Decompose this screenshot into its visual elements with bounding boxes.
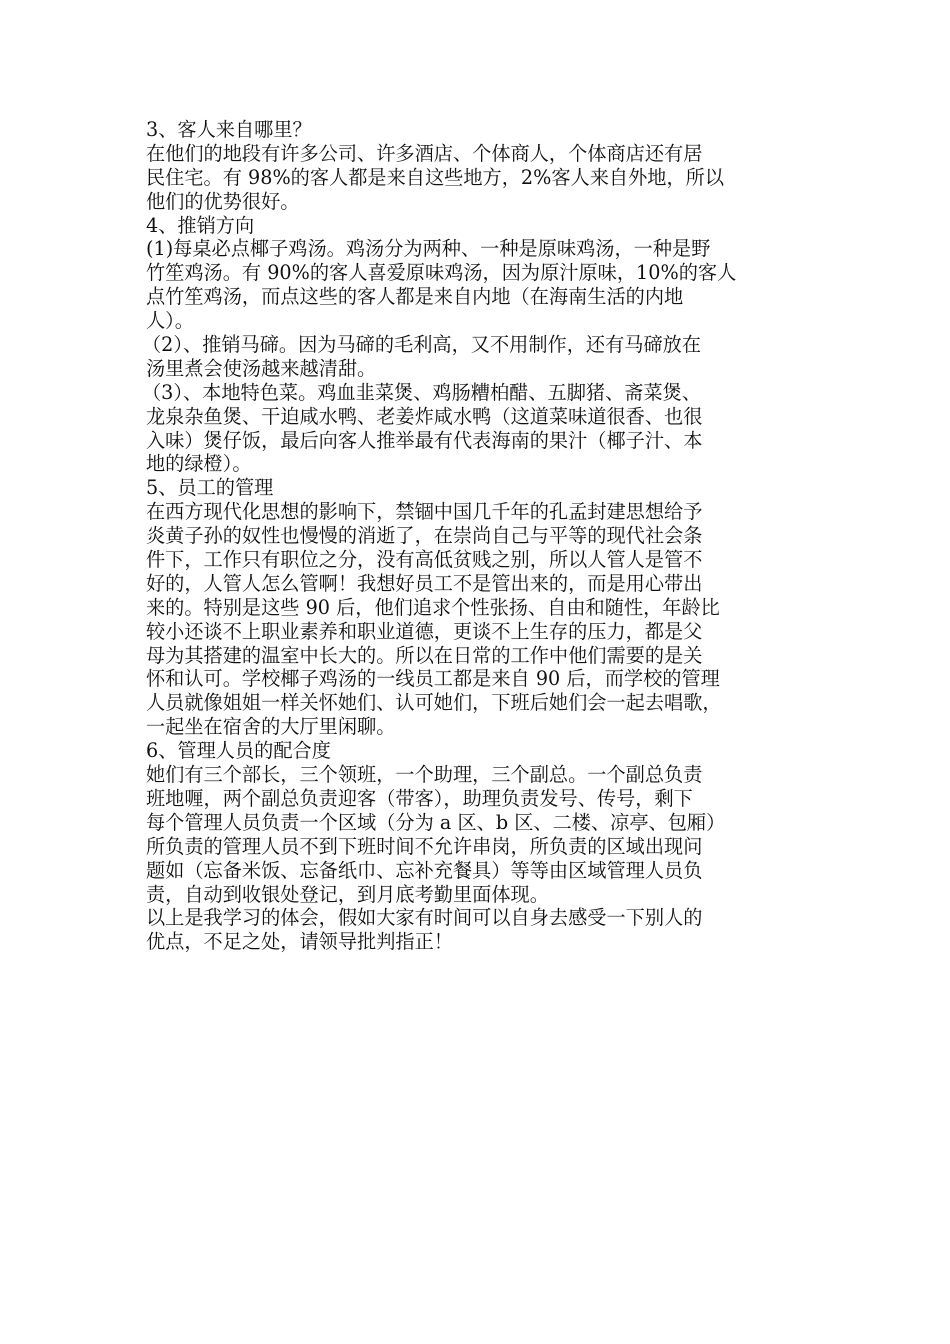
document-body	[142, 118, 808, 954]
paragraph-line: 汤里煮会使汤越来越清甜。	[146, 356, 377, 380]
heading-sales-direction: 4、推销方向	[146, 213, 255, 237]
paragraph-line: 炎黄子孙的奴性也慢慢的消逝了，在崇尚自己与平等的现代社会条	[146, 524, 703, 548]
paragraph-line: 民住宅。有 98%的客人都是来自这些地方，2%客人来自外地，所以	[146, 165, 725, 189]
paragraph-line: 入味）煲仔饭，最后向客人推举最有代表海南的果汁（椰子汁、本	[146, 428, 703, 452]
paragraph-line: 一起坐在宿舍的大厅里闲聊。	[146, 715, 396, 739]
paragraph-line: 地的绿橙）。	[146, 452, 252, 476]
paragraph-line: 题如（忘备米饭、忘备纸巾、忘补充餐具）等等由区域管理人员负	[146, 858, 703, 882]
paragraph-line: 来的。特别是这些 90 后，他们追求个性张扬、自由和随性，年龄比	[146, 595, 720, 619]
paragraph-line: 怀和认可。学校椰子鸡汤的一线员工都是来自 90 后，而学校的管理	[146, 667, 720, 691]
paragraph-line: 在西方现代化思想的影响下，禁锢中国几千年的孔孟封建思想给予	[146, 500, 703, 524]
paragraph-line: 他们的优势很好。	[146, 189, 300, 213]
paragraph-line: 点竹笙鸡汤，而点这些的客人都是来自内地（在海南生活的内地	[146, 285, 684, 309]
paragraph-line: 她们有三个部长，三个领班，一个助理，三个副总。一个副总负责	[146, 763, 703, 787]
paragraph-line: 好的，人管人怎么管啊！我想好员工不是管出来的，而是用心带出	[146, 571, 703, 595]
paragraph-line: 班地喱，两个副总负责迎客（带客），助理负责发号、传号，剩下	[146, 786, 693, 810]
paragraph-line: (1)每桌必点椰子鸡汤。鸡汤分为两种、一种是原味鸡汤，一种是野	[146, 237, 711, 261]
heading-staff-management: 5、员工的管理	[146, 476, 274, 500]
paragraph-line: 人员就像姐姐一样关怀她们、认可她们，下班后她们会一起去唱歌，	[146, 691, 722, 715]
heading-manager-coordination: 6、管理人员的配合度	[146, 739, 331, 763]
heading-customer-origin: 3、客人来自哪里？	[146, 118, 312, 141]
paragraph-line: 件下，工作只有职位之分，没有高低贫贱之别，所以人管人是管不	[146, 548, 703, 572]
paragraph-line: 竹笙鸡汤。有 90%的客人喜爱原味鸡汤，因为原汁原味，10%的客人	[146, 261, 737, 285]
paragraph-line: 每个管理人员负责一个区域（分为 a 区、b 区、二楼、凉亭、包厢）	[146, 810, 726, 834]
paragraph-line: （2）、推销马碲。因为马碲的毛利高，又不用制作，还有马碲放在	[142, 333, 702, 357]
paragraph-line: 母为其搭建的温室中长大的。所以在日常的工作中他们需要的是关	[146, 643, 703, 667]
paragraph-line: （3）、本地特色菜。鸡血韭菜煲、鸡肠糟柏醋、五脚猪、斋菜煲、	[142, 380, 702, 404]
paragraph-line: 责，自动到收银处登记，到月底考勤里面体现。	[146, 882, 549, 906]
paragraph-line: 所负责的管理人员不到下班时间不允许串岗，所负责的区域出现问	[146, 834, 703, 858]
paragraph-line: 人）。	[146, 309, 194, 333]
paragraph-line: 在他们的地段有许多公司、许多酒店、个体商人，个体商店还有居	[146, 141, 703, 165]
paragraph-line: 龙泉杂鱼煲、干迫咸水鸭、老姜炸咸水鸭（这道菜味道很香、也很	[146, 404, 703, 428]
closing-line: 优点，不足之处，请领导批判指正！	[146, 930, 453, 954]
paragraph-line: 较小还谈不上职业素养和职业道德，更谈不上生存的压力，都是父	[146, 619, 703, 643]
closing-line: 以上是我学习的体会，假如大家有时间可以自身去感受一下别人的	[146, 906, 703, 930]
